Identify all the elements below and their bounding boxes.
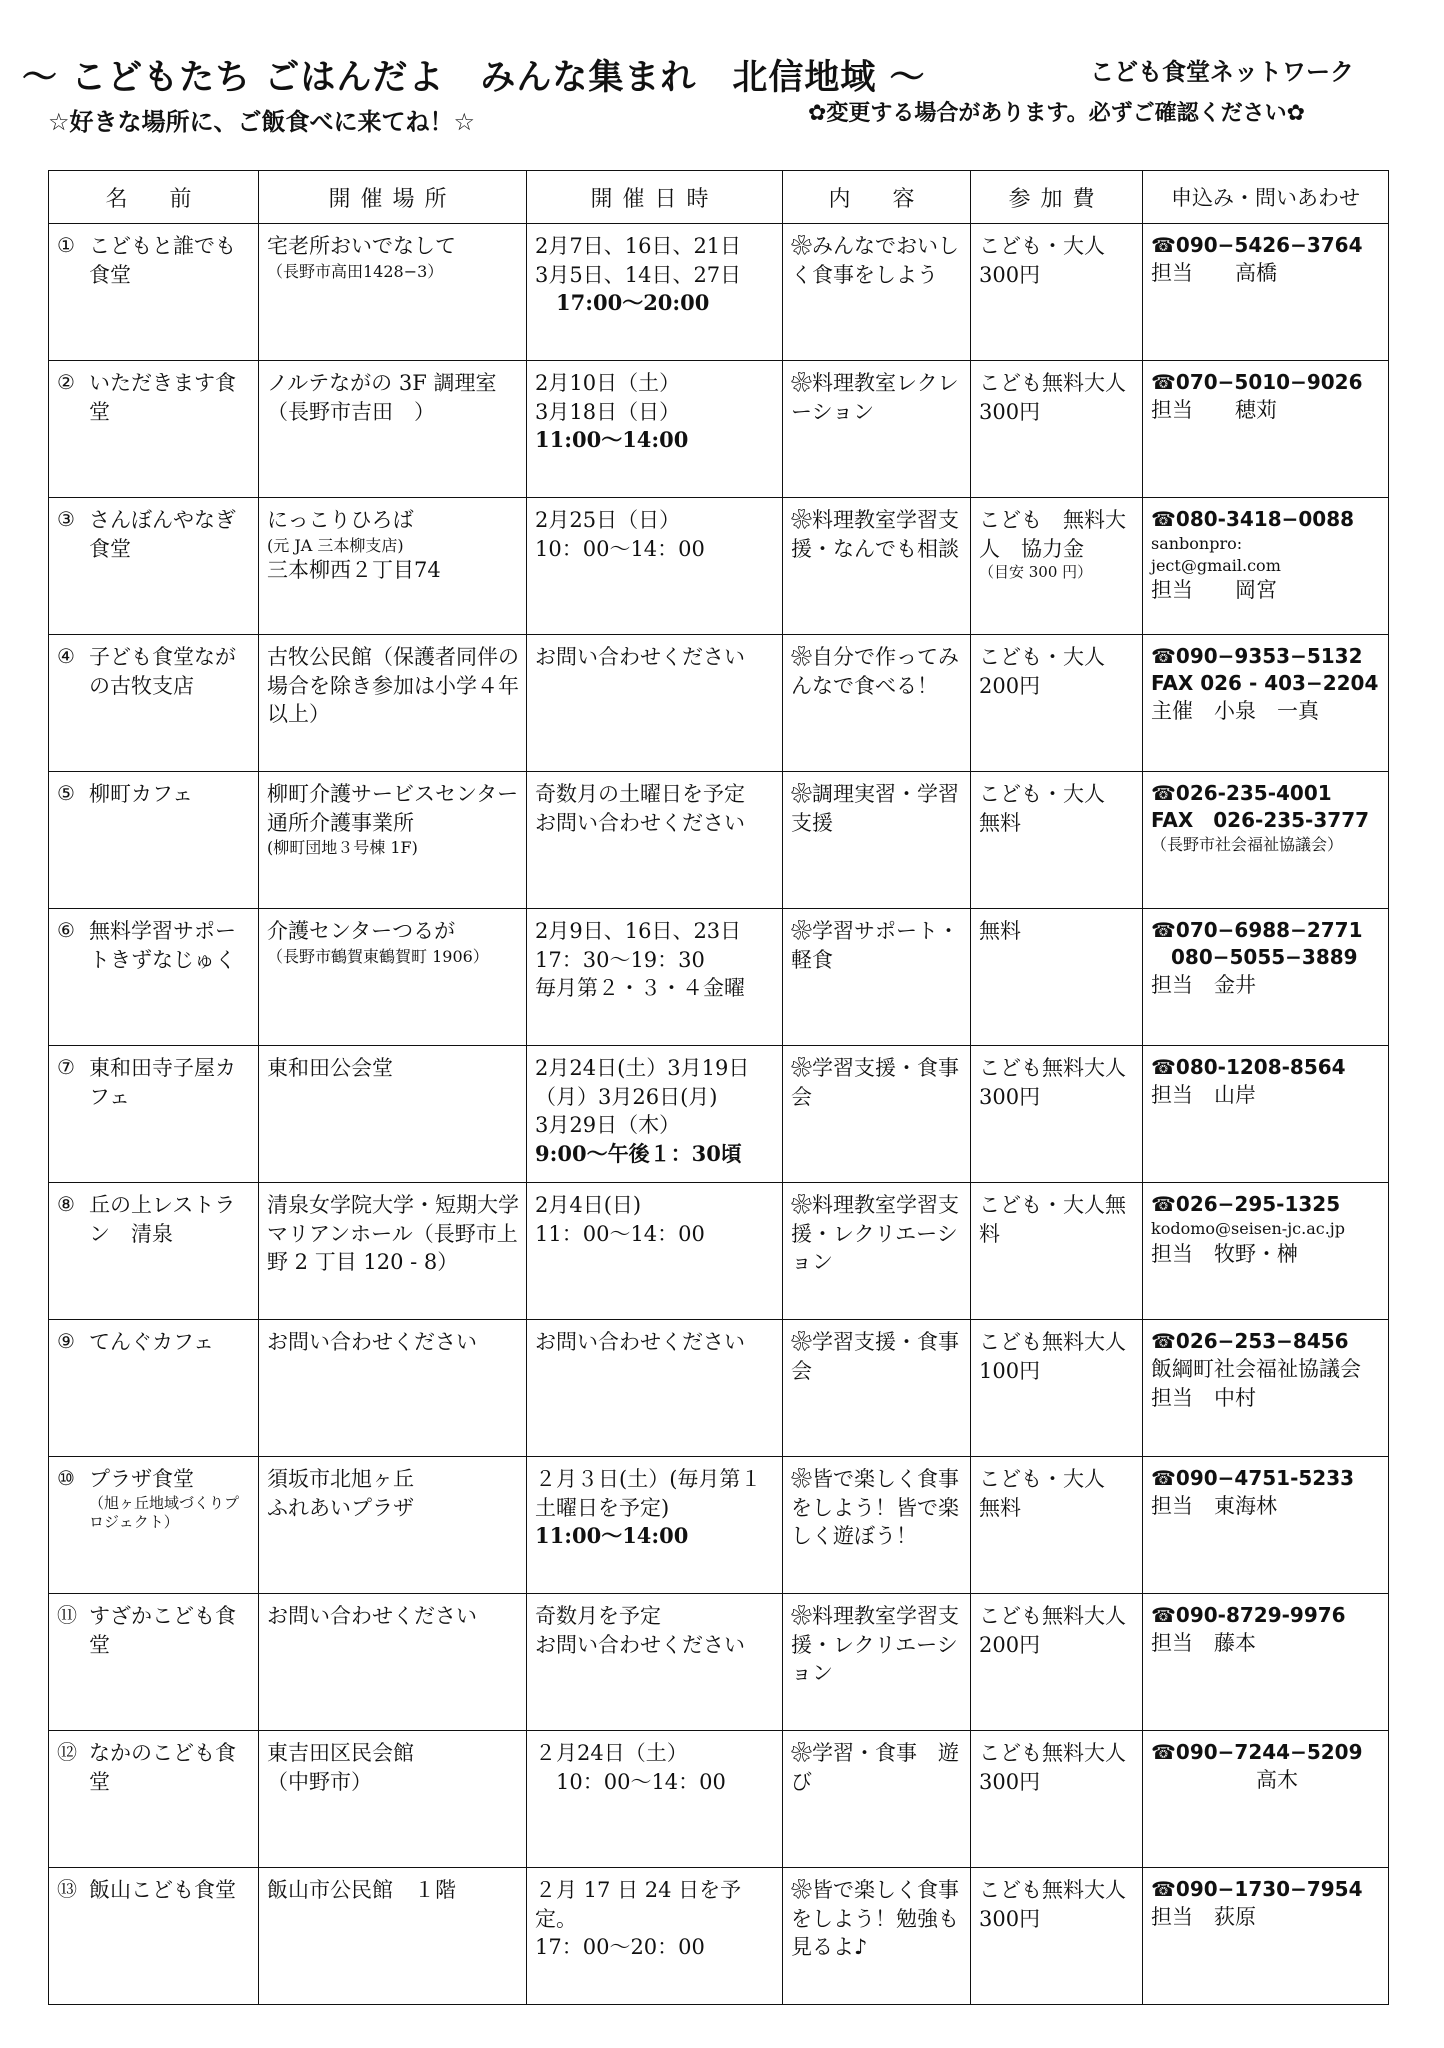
datetime-line: 11:00〜14:00 <box>535 427 689 453</box>
cell-name <box>49 224 259 361</box>
table-row <box>49 1731 1389 1868</box>
cell-fee <box>971 1183 1143 1320</box>
contact-line: FAX 026-235-3777 <box>1151 808 1370 833</box>
cell-place <box>259 909 527 1046</box>
place-line: お問い合わせください <box>267 1330 477 1354</box>
cell-fee <box>971 1046 1147 1183</box>
contact-line: 担当 山岸 <box>1151 1083 1256 1108</box>
cell-datetime <box>527 1594 783 1731</box>
cell-contact <box>1143 909 1389 1046</box>
cafeteria-name: なかのこども食堂 <box>89 1741 236 1794</box>
cell-name <box>49 909 259 1046</box>
cell-content <box>783 909 971 1046</box>
datetime-line: 11：00〜14：00 <box>535 1221 705 1246</box>
activity-text: ❀皆で楽しく食事をしよう！皆で楽しく遊ぼう！ <box>791 1467 959 1549</box>
cell-content <box>783 1183 971 1320</box>
row-number: ⑦ <box>57 1055 75 1079</box>
cell-contact <box>1143 1046 1389 1183</box>
column-header-contact: 申込み・問いあわせ <box>1143 171 1389 224</box>
cafeteria-name: 丘の上レストラン 清泉 <box>89 1193 236 1246</box>
place-line: (柳町団地３号棟 1F) <box>267 838 418 858</box>
cell-datetime <box>527 772 783 909</box>
schedule-table <box>48 170 1389 2005</box>
contact-line: ☎090−4751-5233 <box>1151 1466 1355 1490</box>
cell-content <box>783 1046 971 1183</box>
cafeteria-name-note: （旭ヶ丘地域づくりプロジェクト） <box>89 1493 240 1532</box>
fee-text: こども・大人 無料 <box>979 782 1126 835</box>
cafeteria-name-wrap <box>89 1054 248 1111</box>
cafeteria-name-wrap <box>89 643 248 700</box>
cell-datetime <box>527 498 783 635</box>
fee-text: こども無料大人 100円 <box>979 1330 1147 1383</box>
cell-contact <box>1143 1183 1389 1320</box>
table-row <box>49 1457 1389 1594</box>
activity-text: ❀学習サポート・軽食 <box>791 919 959 972</box>
table-row <box>49 1868 1389 2005</box>
cell-name <box>49 1457 259 1594</box>
cell-place <box>259 224 527 361</box>
table-row <box>49 1183 1389 1320</box>
cell-fee <box>971 772 1143 909</box>
place-line: ノルテながの 3F 調理室（長野市吉田 ） <box>267 371 497 424</box>
contact-line: kodomo@seisen-jc.ac.jp <box>1151 1219 1345 1239</box>
activity-text: ❀学習・食事 遊び <box>791 1741 959 1794</box>
cell-fee <box>971 361 1143 498</box>
cell-content <box>783 1320 971 1457</box>
contact-line: 担当 中村 <box>1151 1385 1256 1410</box>
cell-fee <box>971 1731 1143 1868</box>
activity-text: ❀自分で作ってみんなで食べる！ <box>791 645 959 698</box>
datetime-line: お問い合わせください <box>535 1632 745 1657</box>
fee-text: こども無料大人 300円 <box>979 1056 1147 1109</box>
contact-line: ☎090−9353−5132 <box>1151 644 1363 668</box>
cell-fee <box>971 1594 1147 1731</box>
cell-content <box>783 635 971 772</box>
cell-place <box>259 635 527 772</box>
place-line: 宅老所おいでなして <box>267 234 456 258</box>
contact-line: ☎026−253−8456 <box>1151 1329 1349 1353</box>
datetime-line: 10：00〜14：00 <box>535 536 705 561</box>
cell-place <box>259 1320 527 1457</box>
cafeteria-name-wrap <box>89 1465 248 1533</box>
datetime-line: お問い合わせください <box>535 810 745 835</box>
cell-datetime <box>527 1183 783 1320</box>
cell-fee <box>971 1320 1147 1457</box>
column-header-datetime: 開催日時 <box>527 171 783 224</box>
cell-contact <box>1143 1457 1389 1594</box>
fee-text: こども無料大人 300円 <box>979 371 1126 424</box>
cell-content <box>783 1594 971 1731</box>
cell-content <box>783 361 971 498</box>
cafeteria-name: 柳町カフェ <box>89 782 193 806</box>
column-header-content: 内 容 <box>783 171 971 224</box>
datetime-line: お問い合わせください <box>535 645 745 669</box>
contact-line: ☎080-1208-8564 <box>1151 1055 1346 1079</box>
cell-datetime <box>527 361 783 498</box>
place-line: 清泉女学院大学・短期大学 マリアンホール（長野市上野 2 丁目 120 - 8） <box>267 1193 540 1275</box>
cell-fee <box>971 498 1143 635</box>
activity-text: ❀料理教室レクレーション <box>791 371 959 424</box>
contact-line: （長野市社会福祉協議会） <box>1151 835 1344 855</box>
fee-text: こども・大人200円 <box>979 645 1105 698</box>
datetime-line: 3月29日（木） <box>535 1113 681 1138</box>
fee-text: 無料 <box>979 919 1021 943</box>
column-header-place: 開催場所 <box>259 171 527 224</box>
fee-text: こども・大人 無料 <box>979 1467 1126 1520</box>
cell-datetime <box>527 909 783 1046</box>
contact-line: 担当 牧野・榊 <box>1151 1241 1298 1266</box>
row-number: ① <box>57 233 75 257</box>
row-number: ⑧ <box>57 1192 75 1216</box>
cell-name <box>49 1731 259 1868</box>
table-row <box>49 361 1389 498</box>
fee-text: こども 無料大人 協力金 <box>979 508 1126 561</box>
row-number: ⑤ <box>57 781 75 805</box>
row-number: ⑫ <box>57 1740 77 1764</box>
network-name: こども食堂ネットワーク <box>1090 58 1354 86</box>
place-line: （長野市高田1428−3） <box>267 261 444 281</box>
table-row <box>49 1046 1389 1183</box>
cafeteria-name: いただきます食堂 <box>89 371 236 424</box>
cell-name <box>49 1320 259 1457</box>
place-line: （中野市） <box>267 1769 372 1794</box>
contact-line: 飯綱町社会福祉協議会 <box>1151 1357 1361 1382</box>
fee-text: こども・大人 300円 <box>979 234 1126 287</box>
cell-contact <box>1143 635 1389 772</box>
table-row <box>49 909 1389 1046</box>
cell-contact <box>1143 224 1389 361</box>
contact-line: 担当 荻原 <box>1151 1905 1256 1930</box>
row-number: ⑨ <box>57 1329 75 1353</box>
activity-text: ❀調理実習・学習支援 <box>791 782 959 835</box>
cell-datetime <box>527 635 783 772</box>
datetime-line: 10：00〜14：00 <box>535 1769 726 1794</box>
cell-fee <box>971 224 1143 361</box>
place-line: ふれあいプラザ <box>267 1495 414 1520</box>
contact-line: ☎080-3418−0088 <box>1151 507 1355 531</box>
contact-line: 担当 岡宮 <box>1151 578 1277 603</box>
activity-text: ❀学習支援・食事会 <box>791 1056 959 1109</box>
place-line: 須坂市北旭ヶ丘 <box>267 1467 414 1491</box>
cell-content <box>783 1731 971 1868</box>
place-line: 古牧公民館（保護者同伴の場合を除き参加は小学４年以上） <box>267 645 519 727</box>
cafeteria-name: こどもと誰でも食堂 <box>89 234 236 287</box>
fee-text: こども・大人無料 <box>979 1193 1126 1246</box>
datetime-line: 9:00〜午後１：30頃 <box>535 1140 742 1166</box>
datetime-line: 2月10日（土） <box>535 371 681 395</box>
cell-place <box>259 1046 527 1183</box>
contact-line: ☎026−295-1325 <box>1151 1192 1341 1216</box>
cafeteria-name: 無料学習サポートきずなじゅく <box>89 919 236 972</box>
cafeteria-name-wrap <box>89 1602 248 1659</box>
row-number: ⑥ <box>57 918 75 942</box>
contact-line: ☎070−5010−9026 <box>1151 370 1363 394</box>
datetime-line: ２月24日（土） <box>535 1741 688 1765</box>
table-row <box>49 772 1389 909</box>
cell-fee <box>971 1457 1143 1594</box>
datetime-line: 2月25日（日） <box>535 508 681 532</box>
datetime-line: お問い合わせください <box>535 1330 745 1354</box>
cell-name <box>49 1046 259 1183</box>
cafeteria-name-wrap <box>89 780 248 809</box>
cell-datetime <box>527 224 783 361</box>
datetime-line: 2月24日(土）3月19日（月）3月26日(月) <box>535 1056 750 1109</box>
cell-datetime <box>527 1731 783 1868</box>
datetime-line: ２月 17 日 24 日を予定。 <box>535 1878 742 1931</box>
column-header-fee: 参加費 <box>971 171 1143 224</box>
contact-line: 担当 高橋 <box>1151 261 1277 286</box>
place-line: にっこりひろば <box>267 508 414 532</box>
contact-line: 080−5055−3889 <box>1151 945 1358 970</box>
cafeteria-name-wrap <box>89 369 248 426</box>
contact-line: ject@gmail.com <box>1151 555 1281 575</box>
row-number: ② <box>57 370 75 394</box>
cell-place <box>259 1731 527 1868</box>
cafeteria-name-wrap <box>89 1739 248 1796</box>
contact-line: ☎090−1730−7954 <box>1151 1877 1363 1901</box>
change-notice: ✿変更する場合があります。必ずご確認ください✿ <box>808 101 1306 126</box>
place-line: お問い合わせください <box>267 1604 477 1628</box>
cell-datetime <box>527 1046 783 1183</box>
column-header-name: 名 前 <box>49 171 259 224</box>
cafeteria-name: てんぐカフェ <box>89 1330 214 1354</box>
cafeteria-name-wrap <box>89 1876 248 1905</box>
contact-line: 担当 藤本 <box>1151 1631 1256 1656</box>
fee-text: こども無料大人 200円 <box>979 1604 1147 1657</box>
cell-content <box>783 772 971 909</box>
datetime-line: 17：30〜19：30 <box>535 947 705 972</box>
cell-contact <box>1143 1868 1389 2005</box>
cell-name <box>49 1868 259 2005</box>
cell-place <box>259 772 527 909</box>
activity-text: ❀学習支援・食事会 <box>791 1330 959 1383</box>
datetime-line: ２月３日(土）(毎月第１土曜日を予定) <box>535 1467 762 1520</box>
table-header-row <box>49 171 1389 224</box>
page-subtitle: ☆好きな場所に、ご飯食べに来てね！☆ <box>48 108 476 136</box>
row-number: ⑬ <box>57 1877 77 1901</box>
cafeteria-name-wrap <box>89 1328 248 1357</box>
datetime-line: 奇数月の土曜日を予定 <box>535 782 745 806</box>
place-line: 飯山市公民館 １階 <box>267 1878 456 1902</box>
row-number: ⑪ <box>57 1603 77 1627</box>
place-line: (元 JA 三本柳支店) <box>267 535 404 555</box>
activity-text: ❀料理教室学習支援・レクリエーション <box>791 1193 959 1275</box>
contact-line: sanbonpro: <box>1151 534 1243 554</box>
activity-text: ❀みんなでおいしく食事をしよう <box>791 234 959 287</box>
cell-name <box>49 361 259 498</box>
place-line: 三本柳西２丁目74 <box>267 558 441 583</box>
cafeteria-name-wrap <box>89 1191 248 1248</box>
cafeteria-name: 飯山こども食堂 <box>89 1878 236 1902</box>
cell-content <box>783 1457 971 1594</box>
cafeteria-name: 子ども食堂ながの古牧支店 <box>89 645 236 698</box>
table-row <box>49 635 1389 772</box>
datetime-line: 17:00〜20:00 <box>535 290 710 316</box>
cell-name <box>49 1183 259 1320</box>
cell-contact <box>1143 1320 1389 1457</box>
cell-fee <box>971 635 1143 772</box>
place-line: 東吉田区民会館 <box>267 1741 414 1765</box>
cafeteria-name: すざかこども食堂 <box>89 1604 236 1657</box>
contact-line: ☎090-8729-9976 <box>1151 1603 1346 1627</box>
datetime-line: 3月18日（日） <box>535 399 681 424</box>
cell-name <box>49 1594 259 1731</box>
row-number: ⑩ <box>57 1466 75 1490</box>
cell-place <box>259 1183 540 1320</box>
cell-name <box>49 772 259 909</box>
cell-fee <box>971 1868 1147 2005</box>
cell-content <box>783 224 971 361</box>
row-number: ④ <box>57 644 75 668</box>
table-row <box>49 1320 1389 1457</box>
fee-text: こども無料大人 300円 <box>979 1741 1126 1794</box>
table-row <box>49 1594 1389 1731</box>
datetime-line: 3月5日、14日、27日 <box>535 262 742 287</box>
cell-place <box>259 361 527 498</box>
contact-line: ☎090−5426−3764 <box>1151 233 1363 257</box>
cell-contact <box>1143 498 1389 635</box>
cafeteria-name-wrap <box>89 917 248 974</box>
contact-line: 担当 金井 <box>1151 973 1256 998</box>
datetime-line: 2月4日(日) <box>535 1193 642 1217</box>
cafeteria-name: プラザ食堂 <box>89 1467 194 1491</box>
cell-contact <box>1143 1594 1389 1731</box>
cell-datetime <box>527 1868 783 2005</box>
place-line: 東和田公会堂 <box>267 1056 393 1080</box>
cell-contact <box>1143 361 1389 498</box>
cell-name <box>49 635 259 772</box>
datetime-line: 奇数月を予定 <box>535 1604 661 1628</box>
table-row <box>49 224 1389 361</box>
datetime-line: 11:00〜14:00 <box>535 1523 689 1549</box>
cell-place <box>259 1594 527 1731</box>
activity-text: ❀料理教室学習支援・レクリエーション <box>791 1604 959 1686</box>
cell-contact <box>1143 772 1389 909</box>
cell-name <box>49 498 259 635</box>
cell-datetime <box>527 1457 783 1594</box>
contact-line: 高木 <box>1151 1768 1298 1793</box>
contact-line: FAX 026 - 403−2204 <box>1151 671 1379 696</box>
table-row <box>49 498 1389 635</box>
cell-fee <box>971 909 1143 1046</box>
cell-contact <box>1143 1731 1389 1868</box>
contact-line: ☎070−6988−2771 <box>1151 918 1363 942</box>
datetime-line: 毎月第２・３・４金曜 <box>535 976 745 1001</box>
place-line: 柳町介護サービスセンター通所介護事業所 <box>267 782 519 835</box>
cafeteria-name-wrap <box>89 506 248 563</box>
cell-place <box>259 498 527 635</box>
row-number: ③ <box>57 507 75 531</box>
datetime-line: 17：00〜20：00 <box>535 1935 705 1960</box>
contact-line: 主催 小泉 一真 <box>1151 699 1319 724</box>
cell-content <box>783 1868 971 2005</box>
cell-place <box>259 1868 527 2005</box>
cafeteria-name: 東和田寺子屋カフェ <box>89 1056 236 1109</box>
place-line: （長野市鶴賀東鶴賀町 1906） <box>267 946 489 966</box>
cafeteria-name: さんぼんやなぎ食堂 <box>89 508 236 561</box>
datetime-line: 2月7日、16日、21日 <box>535 234 742 258</box>
contact-line: ☎026-235-4001 <box>1151 781 1332 805</box>
activity-text: ❀皆で楽しく食事をしよう！勉強も見るよ♪ <box>791 1878 959 1960</box>
contact-line: 担当 穂苅 <box>1151 398 1277 423</box>
cell-place <box>259 1457 527 1594</box>
activity-text: ❀料理教室学習支援・なんでも相談 <box>791 508 959 561</box>
fee-note: （目安 300 円） <box>979 563 1093 582</box>
datetime-line: 2月9日、16日、23日 <box>535 919 742 943</box>
contact-line: 担当 東海林 <box>1151 1494 1277 1519</box>
cafeteria-name-wrap <box>89 232 248 289</box>
contact-line: ☎090−7244−5209 <box>1151 1740 1363 1764</box>
place-line: 介護センターつるが <box>267 919 456 943</box>
cell-content <box>783 498 971 635</box>
fee-text: こども無料大人 300円 <box>979 1878 1147 1931</box>
page-title: 〜 こどもたち ごはんだよ みんな集まれ 北信地域 〜 <box>22 58 926 98</box>
cell-datetime <box>527 1320 783 1457</box>
